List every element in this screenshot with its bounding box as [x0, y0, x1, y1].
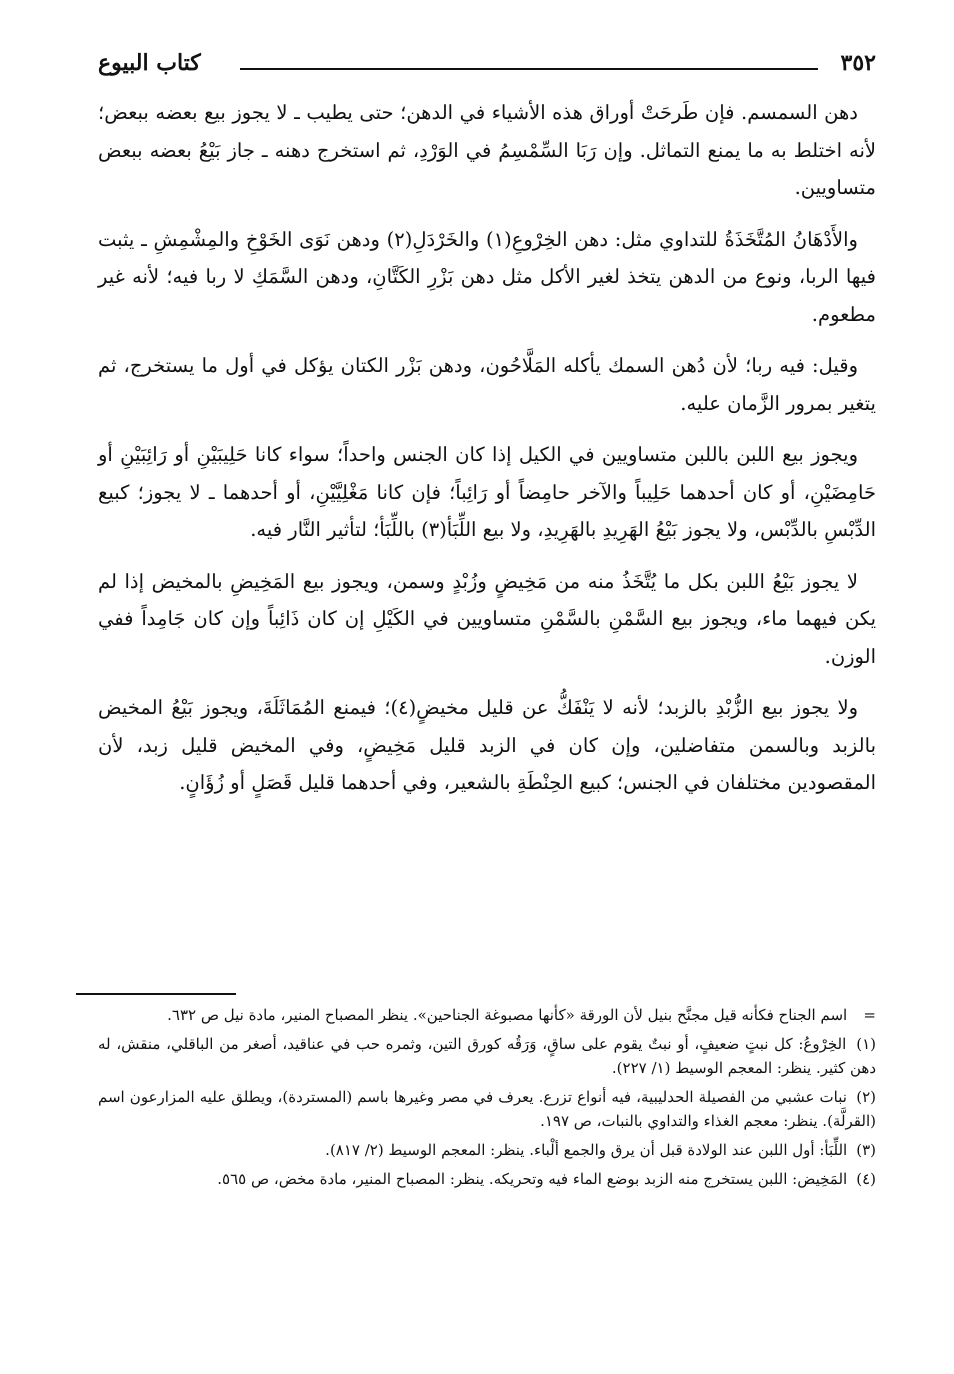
footnote-mark: (٢) — [856, 1088, 876, 1106]
page-number: ٣٥٢ — [840, 50, 876, 76]
footnote-text: اسم الجناح فكأنه قيل مجنَّح بنيل لأن الورقة «كأنها مصبوغة الجناحين». ينظر المصباح المنير، مادة نيل ص ٦٣٢. — [167, 1006, 848, 1024]
footnote-mark: (٤) — [856, 1170, 876, 1188]
footnote-text: نبات عشبي من الفصيلة الحدليبية، فيه أنواع تزرع. يعرف في مصر وغيرها باسم (المستردة)، ويطلق عليه المزارعون اسم (القرلَّة). ينظر: معجم الغذاء والتداوي بالنبات، ص ١٩٧. — [98, 1088, 876, 1130]
footnote — [98, 1003, 876, 1027]
footnote-text: اللِّبَأ: أول اللبن عند الولادة قبل أن يرق والجمع ألْباء. ينظر: المعجم الوسيط (٢/ ٨١٧). — [325, 1141, 848, 1159]
paragraph: والأَدْهَانُ المُتَّخَذَةُ للتداوي مثل: دهن الخِرْوعِ(١) والخَرْدَلِ(٢) ودهن نَوَى الخَوْخِ والمِشْمِشِ ـ يثبت فيها الربا، ونوع من الدهن يتخذ لغير الأكل مثل دهن بَزْرِ الكَتَّانِ، ودهن السَّمَكِ لا ربا فيه؛ لأنه غير مطعوم. — [98, 227, 876, 326]
paragraph: وقيل: فيه ربا؛ لأن دُهن السمك يأكله المَلَّاحُون، ودهن بَزْر الكتان يؤكل في أول ما يستخرج، ثم يتغير بمرور الزَّمان عليه. — [98, 354, 876, 415]
footnote-mark: (١) — [856, 1035, 876, 1053]
footnote — [98, 1167, 876, 1191]
header-rule — [240, 68, 818, 70]
footnote — [98, 1085, 876, 1133]
footnote-text: المَخِيض: اللبن يستخرج منه الزبد بوضع الماء فيه وتحريكه. ينظر: المصباح المنير، مادة مخض، ص ٥٦٥. — [217, 1170, 848, 1188]
footnote-mark: = — [863, 1006, 876, 1024]
footnote-separator — [76, 993, 236, 995]
footnotes — [98, 1003, 876, 1196]
paragraph: ولا يجوز بيع الزُّبْدِ بالزبد؛ لأنه لا يَنْفَكُّ عن قليل مخيضٍ(٤)؛ فيمنع المُمَاثَلَةَ، ويجوز بَيْعُ المخيض بالزبد وبالسمن متفاضلين، وإن كان في الزبد قليل مَخِيضٍ، وفي المخيض قليل زبد، لأن المقصودين مختلفان في الجنس؛ كبيع الحِنْطَةِ بالشعير، وفي أحدهما قليل قَصَلٍ أو زُؤَانٍ. — [98, 696, 876, 794]
paragraph: لا يجوز بَيْعُ اللبن بكل ما يُتَّخَذُ منه من مَخِيضٍ وزُبْدٍ وسمن، ويجوز بيع المَخِيضِ بالمخيض إذا لم يكن فيهما ماء، ويجوز بيع السَّمْنِ بالسَّمْنِ متساويين في الكَيْلِ إن كان ذَائِباً وإن كان جَامِداً ففي الوزن. — [98, 569, 876, 668]
footnote — [98, 1032, 876, 1080]
footnote-text: الخِرْوعُ: كل نبتٍ ضعيفٍ، أو نبتٌ يقوم على ساقٍ، وَرَقُه كورق التين، وثمره حب في عناقيد، أصغر من الباقلي، منقش، له دهن كثير. ينظر: المعجم الوسيط (١/ ٢٢٧). — [98, 1035, 876, 1077]
page-header — [98, 50, 876, 84]
paragraph: ويجوز بيع اللبن باللبن متساويين في الكيل إذا كان الجنس واحداً؛ سواء كانا حَلِيبَيْنِ أو رَائِبَيْنِ أو حَامِضَيْنِ، أو كان أحدهما حَلِيباً والآخر حامِضاً أو رَائِباً؛ فإن كانا مَغْلِيَّيْنِ، أو أحدهما ـ لا يجوز؛ كبيع الدِّبْسِ بالدِّبْس، ولا يجوز بَيْعُ الهَرِيدِ بالهَرِيدِ، ولا بيع اللِّبَأ(٣) باللِّبَأ؛ لتأثير النَّار فيه. — [98, 443, 876, 541]
paragraph: دهن السمسم. فإن طَرحَتْ أوراق هذه الأشياء في الدهن؛ حتى يطيب ـ لا يجوز بيع بعضه ببعض؛ لأنه اختلط به ما يمنع التماثل. وإن رَبَا السِّمْسِمُ في الوَرْدِ، ثم استخرج دهنه ـ جاز بَيْعُ بعضه ببعض متساويين. — [98, 101, 876, 199]
running-title: كتاب البيوع — [98, 50, 201, 76]
main-text — [98, 94, 876, 816]
footnote — [98, 1138, 876, 1162]
footnote-mark: (٣) — [856, 1141, 876, 1159]
